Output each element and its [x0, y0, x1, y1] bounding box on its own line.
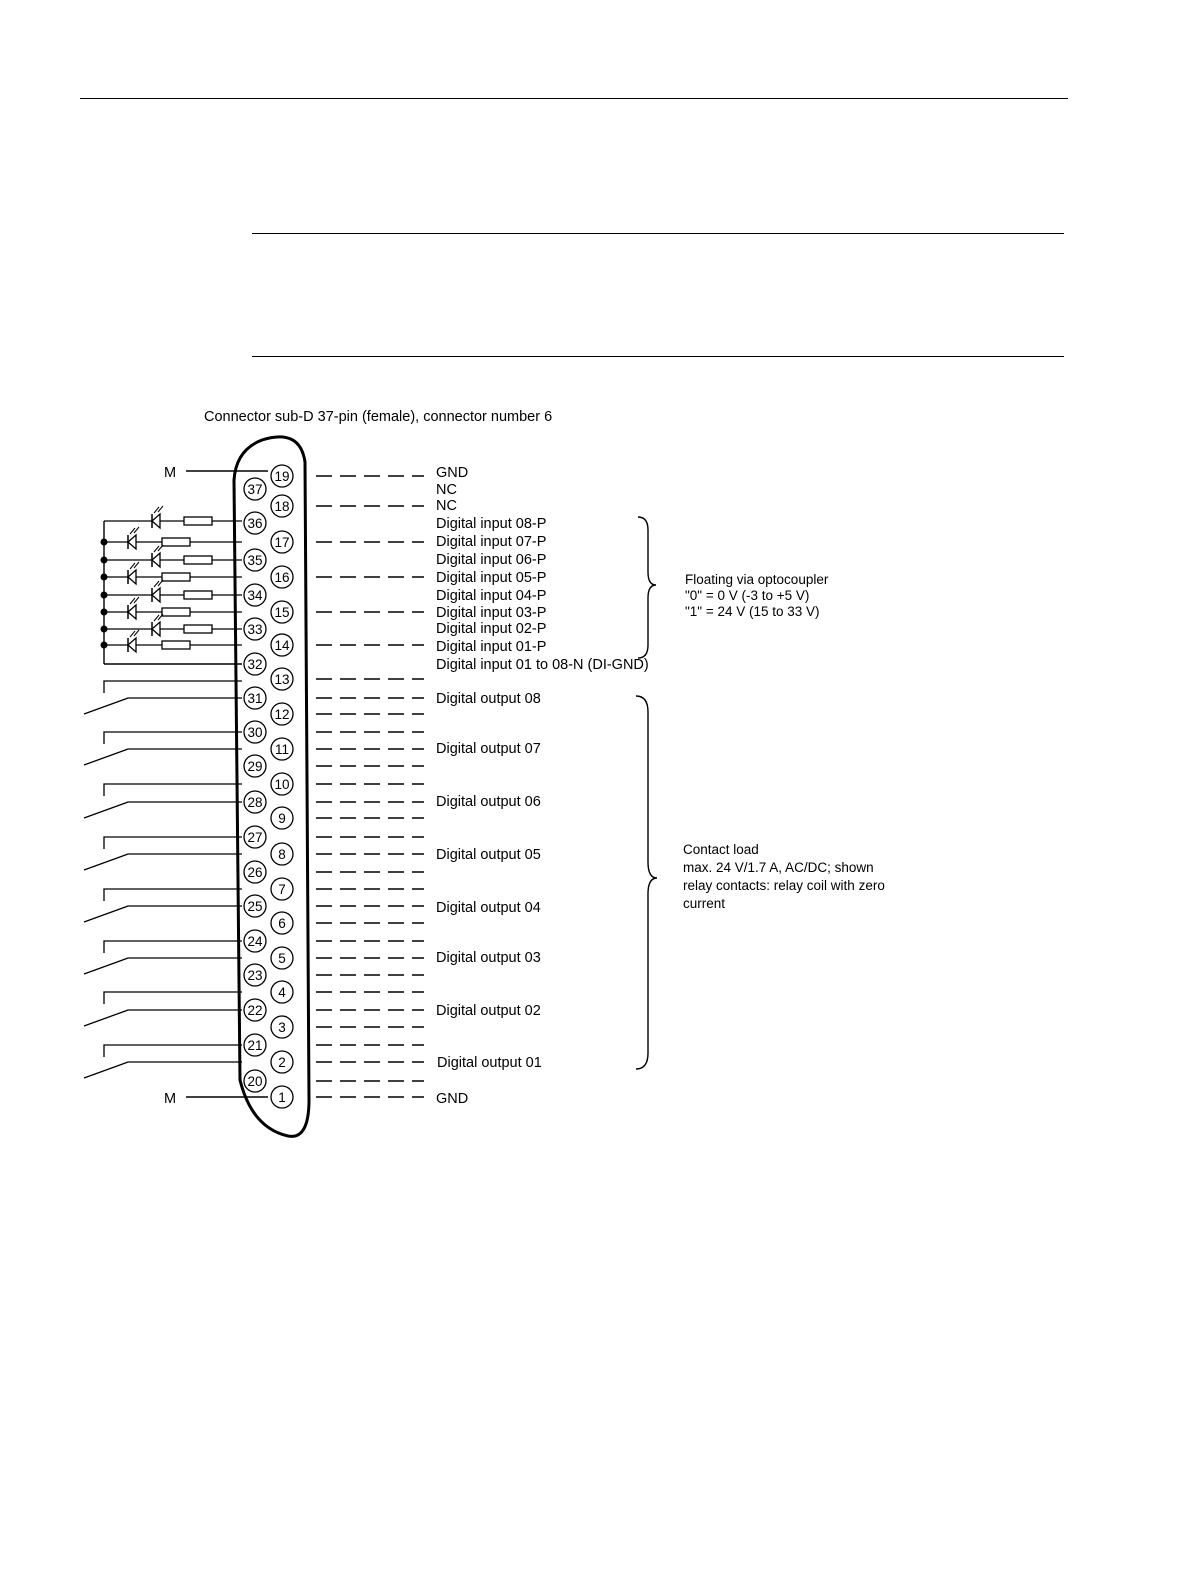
ground-label-bottom: M	[164, 1091, 177, 1107]
led-diode	[128, 638, 136, 652]
pin-19-number: 19	[274, 469, 290, 484]
resistor	[162, 538, 190, 546]
resistor	[162, 608, 190, 616]
relay-fixed-contact	[104, 681, 242, 693]
pin-6-number: 6	[278, 916, 286, 931]
signal-label-do-01: Digital output 01	[437, 1055, 542, 1071]
resistor	[184, 625, 212, 633]
input-group-brace	[638, 517, 656, 658]
pin-9-number: 9	[278, 811, 286, 826]
pin-7-number: 7	[278, 882, 286, 897]
led-light-arrows	[154, 614, 163, 621]
input-note-line-2: "0" = 0 V (-3 to +5 V)	[685, 588, 810, 603]
led-light-arrows	[130, 597, 139, 604]
pin-8-number: 8	[278, 847, 286, 862]
input-note-line-3: "1" = 24 V (15 to 33 V)	[685, 604, 820, 619]
led-light-arrows	[154, 545, 163, 552]
signal-label-gnd-top: GND	[436, 465, 469, 481]
relay-contacts	[84, 681, 242, 1078]
relay-moving-contact	[84, 1010, 242, 1026]
junction-dot	[101, 642, 108, 649]
led-light-arrows	[130, 562, 139, 569]
led-diode	[152, 622, 160, 636]
junction-dot	[101, 539, 108, 546]
junction-dot	[101, 609, 108, 616]
resistor	[162, 641, 190, 649]
led-diode	[152, 588, 160, 602]
pin-13-number: 13	[274, 672, 290, 687]
signal-label-di-gnd: Digital input 01 to 08-N (DI-GND)	[436, 657, 649, 673]
signal-label-gnd-bottom: GND	[436, 1091, 469, 1107]
pin-20-number: 20	[247, 1074, 263, 1089]
pin-27-number: 27	[247, 830, 263, 845]
pin-35-number: 35	[247, 553, 263, 568]
resistor	[184, 591, 212, 599]
pin-33-number: 33	[247, 622, 263, 637]
relay-moving-contact	[84, 906, 242, 922]
pin-15-number: 15	[274, 605, 290, 620]
output-group-brace	[636, 696, 657, 1069]
pin-11-number: 11	[274, 742, 290, 757]
relay-moving-contact	[84, 749, 242, 765]
input-note-line-1: Floating via optocoupler	[685, 572, 829, 587]
pin-30-number: 30	[247, 725, 263, 740]
pin-18-number: 18	[274, 499, 290, 514]
diagram-caption: Connector sub-D 37-pin (female), connector number 6	[204, 409, 553, 425]
relay-moving-contact	[84, 854, 242, 870]
pin-5-number: 5	[278, 951, 286, 966]
signal-label-do-04: Digital output 04	[436, 900, 541, 916]
signal-label-do-05: Digital output 05	[436, 847, 541, 863]
led-light-arrows	[154, 580, 163, 587]
output-note-line-1: Contact load	[683, 842, 759, 857]
relay-moving-contact	[84, 802, 242, 818]
pin-37-number: 37	[247, 482, 263, 497]
pin-1-number: 1	[278, 1090, 286, 1105]
pin-26-number: 26	[247, 865, 263, 880]
pin-32-number: 32	[247, 657, 263, 672]
relay-fixed-contact	[104, 941, 242, 953]
output-note-line-3: relay contacts: relay coil with zero	[683, 878, 885, 893]
pin-34-number: 34	[247, 588, 263, 603]
relay-fixed-contact	[104, 889, 242, 901]
pin-2-number: 2	[278, 1055, 286, 1070]
relay-fixed-contact	[104, 1045, 242, 1057]
signal-label-do-03: Digital output 03	[436, 950, 541, 966]
resistor	[184, 556, 212, 564]
pin-25-number: 25	[247, 899, 263, 914]
led-diode	[128, 535, 136, 549]
pin-29-number: 29	[247, 759, 263, 774]
junction-dot	[101, 592, 108, 599]
input-circuits	[101, 506, 243, 652]
junction-dot	[101, 574, 108, 581]
led-light-arrows	[130, 527, 139, 534]
relay-fixed-contact	[104, 784, 242, 796]
relay-fixed-contact	[104, 992, 242, 1004]
pin-22-number: 22	[247, 1003, 263, 1018]
signal-label-di-01: Digital input 01-P	[436, 639, 547, 655]
led-diode	[128, 570, 136, 584]
pin-4-number: 4	[278, 985, 286, 1000]
signal-label-di-02: Digital input 02-P	[436, 621, 547, 637]
signal-label-do-02: Digital output 02	[436, 1003, 541, 1019]
pin-36-number: 36	[247, 516, 263, 531]
pin-24-number: 24	[247, 934, 263, 949]
signal-label-do-08: Digital output 08	[436, 691, 541, 707]
output-note-line-4: current	[683, 896, 726, 911]
relay-fixed-contact	[104, 732, 242, 744]
pin-14-number: 14	[274, 638, 290, 653]
pin-10-number: 10	[274, 777, 290, 792]
junction-dot	[101, 626, 108, 633]
led-diode	[152, 514, 160, 528]
led-light-arrows	[130, 630, 139, 637]
relay-moving-contact	[84, 698, 242, 714]
junction-dot	[101, 557, 108, 564]
ground-label-top: M	[164, 465, 177, 481]
signal-label-do-07: Digital output 07	[436, 741, 541, 757]
signal-label-nc-1: NC	[436, 482, 457, 498]
signal-label-di-04: Digital input 04-P	[436, 588, 547, 604]
resistor	[184, 517, 212, 525]
relay-moving-contact	[84, 1062, 242, 1078]
led-diode	[128, 605, 136, 619]
pin-23-number: 23	[247, 968, 263, 983]
signal-label-di-08: Digital input 08-P	[436, 516, 547, 532]
signal-label-do-06: Digital output 06	[436, 794, 541, 810]
signal-label-di-06: Digital input 06-P	[436, 552, 547, 568]
output-note-line-2: max. 24 V/1.7 A, AC/DC; shown	[683, 860, 874, 875]
signal-label-nc-2: NC	[436, 498, 457, 514]
signal-label-di-03: Digital input 03-P	[436, 605, 547, 621]
pin-21-number: 21	[247, 1038, 263, 1053]
led-diode	[152, 553, 160, 567]
relay-moving-contact	[84, 958, 242, 974]
pin-12-number: 12	[274, 707, 290, 722]
pin-31-number: 31	[247, 691, 263, 706]
pin-3-number: 3	[278, 1020, 286, 1035]
pin-circles	[244, 465, 293, 1108]
pin-16-number: 16	[274, 570, 290, 585]
led-light-arrows	[154, 506, 163, 513]
pin-28-number: 28	[247, 795, 263, 810]
signal-label-di-05: Digital input 05-P	[436, 570, 547, 586]
relay-fixed-contact	[104, 837, 242, 849]
resistor	[162, 573, 190, 581]
signal-dash-lines	[316, 476, 424, 1097]
signal-label-di-07: Digital input 07-P	[436, 534, 547, 550]
pin-17-number: 17	[274, 535, 290, 550]
